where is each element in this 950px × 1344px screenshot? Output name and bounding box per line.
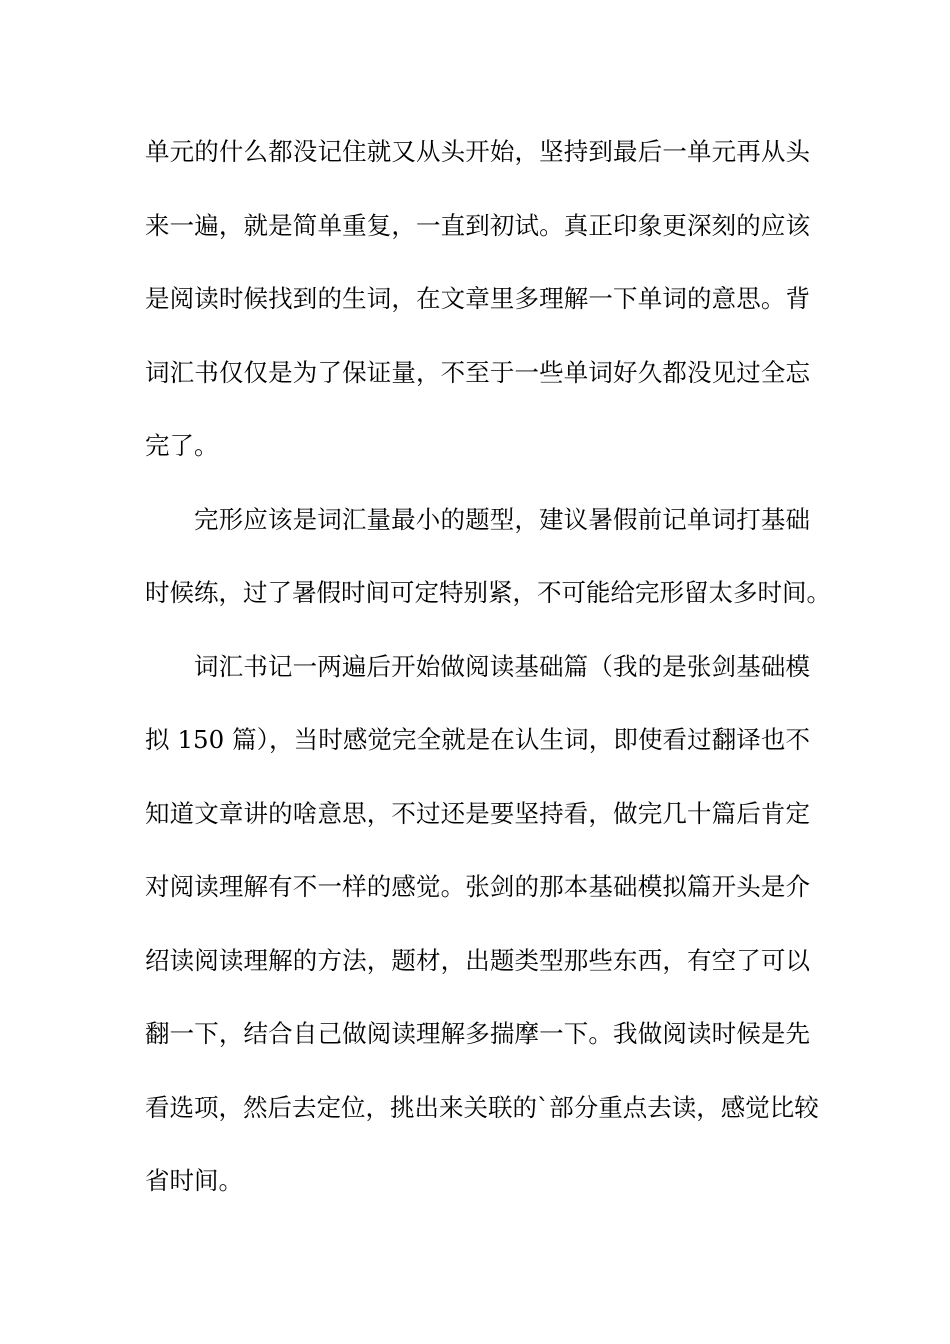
body-text — [145, 127, 831, 1230]
text-line: 单元的什么都没记住就又从头开始，坚持到最后一单元再从头 — [145, 137, 810, 166]
text-line: 看选项，然后去定位，挑出来关联的`部分重点去读，感觉比较 — [145, 1092, 819, 1122]
text-line: 拟 150 篇），当时感觉完全就是在认生词，即使看过翻译也不 — [145, 725, 810, 754]
text-line: 词汇书记一两遍后开始做阅读基础篇（我的是张剑基础模 — [194, 651, 810, 681]
text-line: 对阅读理解有不一样的感觉。张剑的那本基础模拟篇开头是介 — [145, 872, 810, 901]
text-line: 是阅读时候找到的生词，在文章里多理解一下单词的意思。背 — [145, 284, 810, 313]
text-line: 完了。 — [145, 431, 219, 460]
text-line: 绍读阅读理解的方法，题材，出题类型那些东西，有空了可以 — [145, 945, 810, 975]
text-line: 时候练，过了暑假时间可定特别紧，不可能给完形留太多时间。 — [145, 578, 831, 607]
text-line: 完形应该是词汇量最小的题型，建议暑假前记单词打基础 — [194, 504, 810, 534]
text-line: 省时间。 — [145, 1166, 243, 1195]
text-line: 来一遍，就是简单重复，一直到初试。真正印象更深刻的应该 — [145, 210, 810, 240]
text-line: 知道文章讲的啥意思，不过还是要坚持看，做完几十篇后肯定 — [145, 798, 810, 828]
text-line: 翻一下，结合自己做阅读理解多揣摩一下。我做阅读时候是先 — [145, 1019, 810, 1048]
text-line: 词汇书仅仅是为了保证量，不至于一些单词好久都没见过全忘 — [145, 357, 810, 387]
